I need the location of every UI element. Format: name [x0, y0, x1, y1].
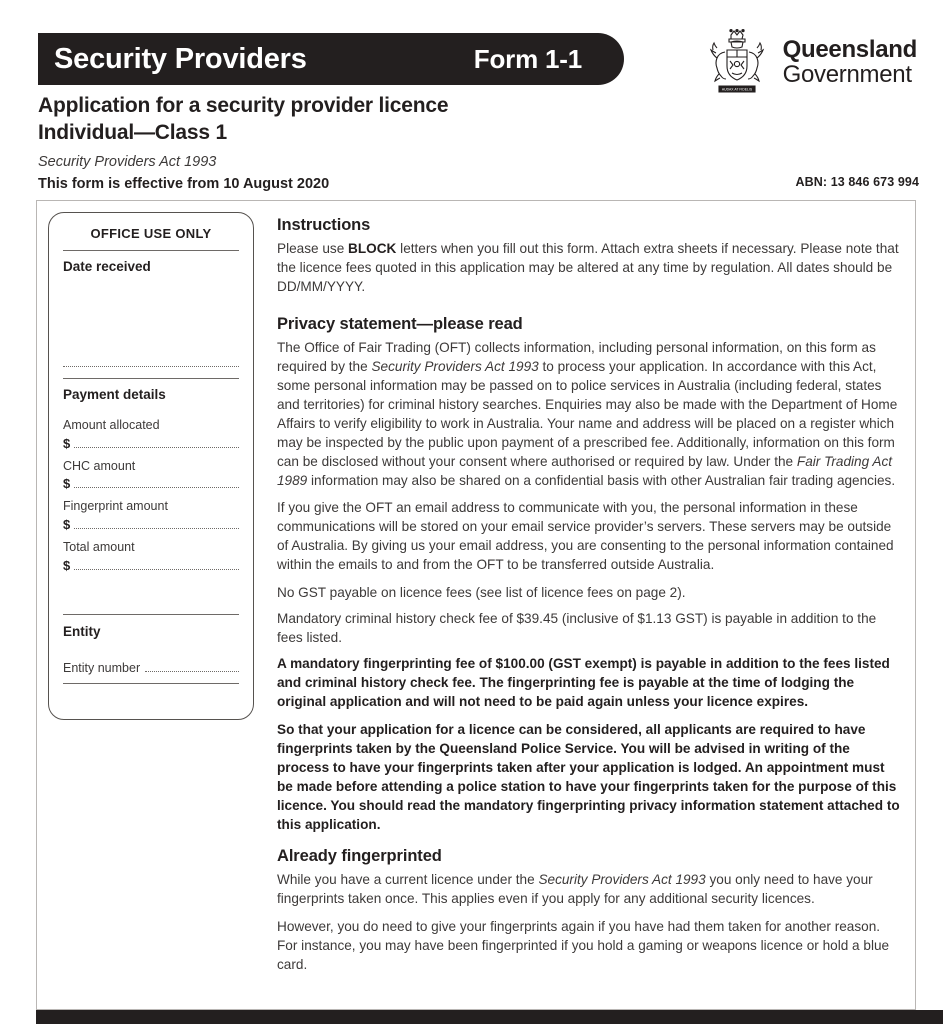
currency-symbol: $ [63, 476, 71, 492]
fingerprint-amount-input[interactable] [63, 518, 239, 533]
instructions-column [277, 216, 902, 984]
logo-line-queensland: Queensland [782, 36, 917, 64]
coat-of-arms-icon [703, 28, 771, 98]
amount-allocated-input[interactable] [63, 437, 239, 452]
abn-number: ABN: 13 846 673 994 [795, 175, 919, 189]
privacy-paragraph-1 [277, 339, 902, 491]
queensland-government-logo [703, 28, 917, 98]
act-reference: Security Providers Act 1993 [38, 153, 217, 170]
divider [63, 683, 239, 684]
privacy-paragraph-fingerprinting-fee: A mandatory fingerprinting fee of $100.00 (GST exempt) is payable in addition to the fees listed and criminal history check fee. The fingerprinting fee is payable at the time of lodging the original application and will not need to be paid again unless your licence expires. [277, 656, 890, 710]
currency-symbol: $ [63, 557, 71, 573]
act-citation-fair-trading: Fair Trading Act 1989 [277, 453, 893, 488]
instructions-text-b: letters when you fill out this form. Attach extra sheets if necessary. Please note that the licence fees quoted in this application may be altered at any time by regulation. All dates should be DD/MM/YYYY. [277, 241, 899, 294]
office-use-only-box [48, 212, 254, 720]
banner-title: Security Providers [54, 42, 307, 75]
instructions-text [277, 240, 902, 297]
footer-bar [36, 1010, 943, 1024]
instructions-heading: Instructions [277, 216, 371, 234]
currency-symbol: $ [63, 435, 71, 451]
banner-form-number: Form 1-1 [473, 44, 582, 74]
privacy-heading: Privacy statement—please read [277, 314, 523, 333]
dotted-line [74, 447, 239, 448]
chc-amount-input[interactable] [63, 477, 239, 492]
privacy-p1-a: The Office of Fair Trading (OFT) collects information, including personal information, on this form as required by the [277, 339, 876, 374]
currency-symbol: $ [63, 516, 71, 532]
svg-text:AUDAX AT FIDELIS: AUDAX AT FIDELIS [721, 87, 752, 92]
dotted-line [74, 569, 239, 570]
document-subtitle-block [38, 93, 448, 193]
already-fingerprinted-paragraph-1 [277, 871, 902, 909]
already-fingerprinted-paragraph-2: However, you do need to give your fingerprints again if you have had them taken for another reason. For instance, you may have been fingerprinted if you hold a gaming or weapons licence or hold a blue card. [277, 918, 890, 972]
entity-label: Entity [63, 623, 101, 639]
total-amount-label: Total amount [63, 539, 135, 554]
already-fingerprinted-p1-a: While you have a current licence under the [277, 871, 539, 887]
privacy-paragraph-email: If you give the OFT an email address to communicate with you, the personal information in these communications will be stored on your email service provider’s servers. These servers may be outside of Australia. By giving us your email address, you are consenting to the personal information contained within the emails to and from the OFT to be transferred outside Australia. [277, 500, 894, 573]
already-fingerprinted-p1-b: you only need to have your fingerprints taken once. This applies even if you apply for any additional security licences. [277, 871, 873, 906]
date-received-label: Date received [63, 259, 151, 274]
office-use-only-title: OFFICE USE ONLY [90, 226, 212, 241]
instructions-block-emphasis: BLOCK [348, 241, 397, 256]
form-banner [38, 33, 624, 85]
privacy-p1-c: information may also be shared on a confidential basis with other Australian fair trading agencies. [307, 472, 896, 488]
privacy-p1-b: to process your application. In accordance with this Act, some personal information may be passed on to police services in Australia (including federal, states and territories) for criminal history searches. Enquiries may also be made with the Department of Home Affairs to verify eligibility to work in Australia. Your name and address will be placed on a register which may be inspected by the public upon payment of a prescribed fee. Additionally, information on this form can be disclosed without your consent where authorised or required by law. Under the [277, 358, 898, 469]
entity-number-input[interactable] [63, 661, 239, 676]
application-title-line1: Application for a security provider licence [38, 94, 449, 117]
total-amount-input[interactable] [63, 559, 239, 574]
payment-details-label: Payment details [63, 387, 166, 402]
application-title-line2: Individual—Class 1 [38, 120, 227, 144]
fingerprint-amount-label: Fingerprint amount [63, 499, 168, 514]
date-received-input[interactable] [63, 366, 239, 367]
logo-wordmark [783, 38, 917, 87]
chc-amount-label: CHC amount [63, 458, 136, 473]
dotted-line [145, 671, 239, 672]
dotted-line [74, 528, 239, 529]
instructions-text-a: Please use [277, 241, 349, 256]
already-fingerprinted-heading: Already fingerprinted [277, 846, 442, 865]
dotted-line [63, 366, 239, 367]
logo-line-government: Government [782, 61, 912, 88]
privacy-paragraph-gst: No GST payable on licence fees (see list of licence fees on page 2). [277, 585, 686, 601]
effective-date: This form is effective from 10 August 2020 [38, 175, 330, 192]
entity-number-label: Entity number [63, 660, 141, 675]
act-citation-security-providers: Security Providers Act 1993 [538, 871, 706, 887]
dotted-line [74, 487, 239, 488]
act-citation-security-providers: Security Providers Act 1993 [371, 358, 539, 374]
privacy-paragraph-fingerprinting-process: So that your application for a licence can be considered, all applicants are required to have fingerprints taken by the Queensland Police Service. You will be advised in writing of the process to have your fingerprints taken after your application is lodged. An appointment must be made before attending a police station to have your fingerprints taken for the purpose of this licence. You should read the mandatory fingerprinting privacy information statement attached to this application. [277, 722, 900, 832]
amount-allocated-label: Amount allocated [63, 418, 160, 432]
privacy-paragraph-criminal-history-fee: Mandatory criminal history check fee of $39.45 (inclusive of $1.13 GST) is payable in addition to the fees listed. [277, 611, 877, 646]
